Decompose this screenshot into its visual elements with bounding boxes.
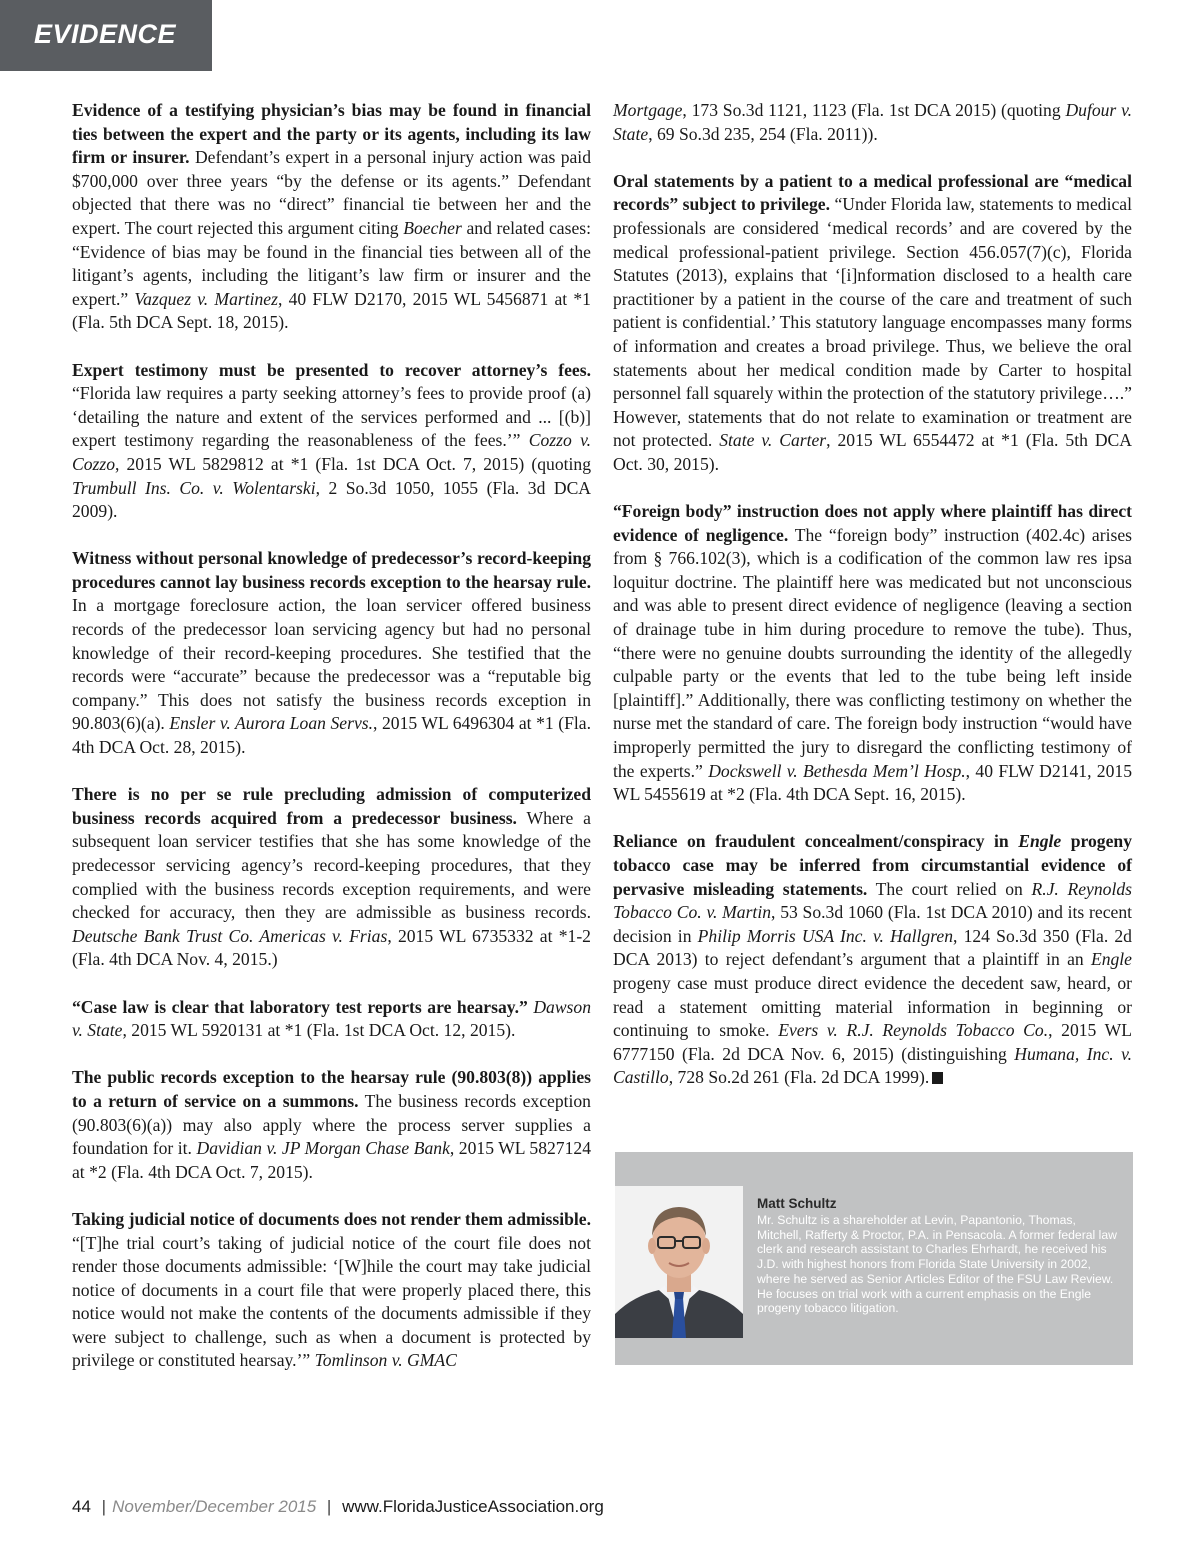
section-tab bbox=[0, 0, 212, 71]
portrait-image bbox=[615, 1186, 743, 1338]
item-heading: There is no per se rule precluding admission of computerized business records acquired from a predecessor business. bbox=[72, 784, 591, 828]
case-citation: Boecher bbox=[403, 217, 462, 238]
article-item: The public records exception to the hearsay rule (90.803(8)) applies to a return of service on a summons. The business records exception (90.803(6)(a)) may also apply where the process server supplies a foundation for it. Davidian v. JP Morgan Chase Bank, 2015 WL 5827124 at *2 (Fla. 4th DCA Oct. 7, 2015). bbox=[72, 1067, 591, 1182]
article-item: Taking judicial notice of documents does not render them admissible. “[T]he trial court’s taking of judicial notice of the court file does not render those documents admissible: ‘[W]hile the court may take judicial notice of documents in a court file that were properly placed there, this notice would not make the contents of the documents admissible if they were subject to challenge, such as when a document is protected by privilege or constituted hearsay.’” Tomlinson v. GMAC bbox=[72, 1208, 591, 1371]
author-bio: Mr. Schultz is a shareholder at Levin, Papantonio, Thomas, Mitchell, Rafferty & Proctor, P.A. in Pensacola. A former federal law clerk and research assistant to Charles Ehrhardt, he received his J.D. with highest honors from Florida State University in 2002, where he served as Senior Articles Editor of the FSU Law Review. He focuses on trial work with a current emphasis on the Engle progeny tobacco litigation. bbox=[757, 1213, 1117, 1316]
item-heading: Evidence of a testifying physician’s bias may be found in financial ties between the expert and the party or its agents, including its law firm or insurer. bbox=[72, 100, 591, 168]
article-item: “Foreign body” instruction does not apply where plaintiff has direct evidence of negligence. The “foreign body” instruction (402.4c) arises from § 766.102(3), which is a codification of the common law res ipsa loquitur doctrine. The plaintiff here was medicated but not unconscious and was able to present direct evidence of negligence (leaving a section of drainage tube in him during procedure to remove the tube). Thus, “there were no genuine doubts surrounding the identity of the allegedly culpable party or the events that led to the tube being left inside [plaintiff].” Additionally, there was conflicting testimony on whether the nurse met the standard of care. The foreign body instruction “would have improperly permitted the jury to disregard the conflicting testimony of the experts.” Dockswell v. Bethesda Mem’l Hosp., 40 FLW D2141, 2015 WL 5455619 at *2 (Fla. 4th DCA Sept. 16, 2015). bbox=[613, 501, 1132, 805]
case-citation: Cozzo v. Cozzo bbox=[72, 430, 591, 474]
article-item: Evidence of a testifying physician’s bias may be found in financial ties between the expert and the party or its agents, including its law firm or insurer. Defendant’s expert in a personal injury action was paid $700,000 over three years “by the defense or its agents.” Defendant objected that there was no “direct” financial tie between her and the expert. The court rejected this argument citing Boecher and related cases: “Evidence of bias may be found in the financial ties between all of the litigant’s agents, including the litigant’s law firm or insurer and the expert.” Vazquez v. Martinez, 40 FLW D2170, 2015 WL 5456871 at *1 (Fla. 5th DCA Sept. 18, 2015). bbox=[72, 100, 591, 333]
page-footer bbox=[72, 1497, 772, 1517]
section-label: EVIDENCE bbox=[34, 19, 177, 49]
case-citation: State v. Carter bbox=[719, 430, 827, 451]
item-heading: “Case law is clear that laboratory test reports are hearsay.” bbox=[72, 996, 528, 1017]
article-item: Oral statements by a patient to a medical professional are “medical records” subject to privilege. “Under Florida law, statements to medical professionals are considered ‘medical records’ and are covered by the medical professional-patient privilege. Section 456.057(7)(c), Florida Statutes (2013), explains that ‘[i]nformation disclosed to a health care practitioner by a patient in the course of the care and treatment of such patient is confidential.’ This statutory language encompasses many forms of information and creates a broad privilege. Thus, we believe the oral statements about her medical condition made by Carter to hospital personnel fall squarely within the protection of the statutory privilege….” However, statements that do not relate to examination or treatment are not protected. State v. Carter, 2015 WL 6554472 at *1 (Fla. 5th DCA Oct. 30, 2015). bbox=[613, 170, 1132, 474]
case-citation: Ensler v. Aurora Loan Servs. bbox=[169, 713, 374, 734]
item-heading: Expert testimony must be presented to recover attorney’s fees. bbox=[72, 359, 591, 380]
case-citation: Engle bbox=[1090, 949, 1132, 970]
footer-separator: | bbox=[101, 1497, 107, 1516]
case-citation: Deutsche Bank Trust Co. Americas v. Frias bbox=[72, 925, 388, 946]
case-citation: Dufour v. State bbox=[613, 100, 1132, 144]
footer-separator: | bbox=[326, 1497, 332, 1516]
article-item: Reliance on fraudulent concealment/conspiracy in Engle progeny tobacco case may be inferred from circumstantial evidence of pervasive misleading statements. The court relied on R.J. Reynolds Tobacco Co. v. Martin, 53 So.3d 1060 (Fla. 1st DCA 2010) and its recent decision in Philip Morris USA Inc. v. Hallgren, 124 So.3d 350 (Fla. 2d DCA 2013) to reject defendant’s argument that a plaintiff in an Engle progeny case must produce direct evidence the decedent saw, heard, or read a statement omitting material information in beginning or continuing to smoke. Evers v. R.J. Reynolds Tobacco Co., 2015 WL 6777150 (Fla. 2d DCA Nov. 6, 2015) (distinguishing Humana, Inc. v. Castillo, 728 So.2d 261 (Fla. 2d DCA 1999). bbox=[613, 831, 1133, 1088]
author-photo bbox=[615, 1186, 743, 1338]
author-bio-box bbox=[615, 1152, 1133, 1365]
case-citation: Evers v. R.J. Reynolds Tobacco Co. bbox=[778, 1020, 1049, 1041]
author-name: Matt Schultz bbox=[757, 1196, 837, 1211]
item-heading: Taking judicial notice of documents does not render them admissible. bbox=[72, 1208, 591, 1229]
item-heading: “Foreign body” instruction does not apply where plaintiff has direct evidence of negligence. bbox=[613, 501, 1132, 545]
item-heading: Witness without personal knowledge of predecessor’s record-keeping procedures cannot lay business records exception to the hearsay rule. bbox=[72, 548, 591, 592]
case-citation: Davidian v. JP Morgan Chase Bank bbox=[196, 1138, 450, 1159]
case-citation: Mortgage bbox=[613, 100, 683, 120]
article-item: Expert testimony must be presented to recover attorney’s fees. “Florida law requires a party seeking attorney’s fees to provide proof (a) ‘detailing the nature and extent of the services performed and ... [(b)] expert testimony regarding the reasonableness of the fees.’” Cozzo v. Cozzo, 2015 WL 5829812 at *1 (Fla. 1st DCA Oct. 7, 2015) (quoting Trumbull Ins. Co. v. Wolentarski, 2 So.3d 1050, 1055 (Fla. 3d DCA 2009). bbox=[72, 359, 592, 522]
item-heading: Reliance on fraudulent concealment/conspiracy in Engle progeny tobacco case may be inferred from circumstantial evidence of pervasive misleading statements. bbox=[613, 831, 1132, 899]
website-link[interactable]: www.FloridaJusticeAssociation.org bbox=[342, 1497, 604, 1516]
case-citation: Vazquez v. Martinez bbox=[134, 288, 278, 309]
right-column bbox=[613, 99, 1132, 1114]
case-citation: Dockswell v. Bethesda Mem’l Hosp. bbox=[708, 760, 966, 781]
author-text bbox=[757, 1196, 1119, 1316]
article-item: “Case law is clear that laboratory test reports are hearsay.” Dawson v. State, 2015 WL 5920131 at *1 (Fla. 1st DCA Oct. 12, 2015). bbox=[72, 996, 591, 1041]
article-item: There is no per se rule precluding admission of computerized business records acquired from a predecessor business. Where a subsequent loan servicer testifies that she has some knowledge of the predecessor servicing agency’s record-keeping procedures, that they complied with the business records exception requirements, and were checked for accuracy, then they are admissible as business records. Deutsche Bank Trust Co. Americas v. Frias, 2015 WL 6735332 at *1-2 (Fla. 4th DCA Nov. 4, 2015.) bbox=[72, 784, 591, 970]
case-citation: Tomlinson v. GMAC bbox=[314, 1350, 457, 1371]
case-citation: Humana, Inc. v. Castillo bbox=[613, 1043, 1132, 1088]
issue-date: November/December 2015 bbox=[112, 1497, 317, 1516]
item-heading: Oral statements by a patient to a medical professional are “medical records” subject to privilege. bbox=[613, 170, 1132, 215]
case-citation: Trumbull Ins. Co. v. Wolentarski bbox=[72, 477, 316, 498]
left-column bbox=[72, 99, 591, 1373]
case-citation: R.J. Reynolds Tobacco Co. v. Martin bbox=[613, 878, 1132, 923]
end-of-article-icon bbox=[932, 1072, 943, 1084]
case-citation: Philip Morris USA Inc. v. Hallgren bbox=[697, 925, 954, 946]
case-citation: Dawson v. State bbox=[72, 996, 591, 1041]
page-number: 44 bbox=[72, 1497, 91, 1516]
item-heading: The public records exception to the hearsay rule (90.803(8)) applies to a return of service on a summons. bbox=[72, 1067, 591, 1111]
article-item: Witness without personal knowledge of predecessor’s record-keeping procedures cannot lay business records exception to the hearsay rule. In a mortgage foreclosure action, the loan servicer offered business records of the predecessor loan servicing agency but had no personal knowledge of their record-keeping procedures. She testified that the records were “accurate” because the predecessor was a “reputable big company.” This does not satisfy the business records exception in 90.803(6)(a). Ensler v. Aurora Loan Servs., 2015 WL 6496304 at *1 (Fla. 4th DCA Oct. 28, 2015). bbox=[72, 548, 591, 758]
continuation-text: Mortgage, 173 So.3d 1121, 1123 (Fla. 1st DCA 2015) (quoting Dufour v. State, 69 So.3d 235, 254 (Fla. 2011)). bbox=[613, 100, 1132, 144]
